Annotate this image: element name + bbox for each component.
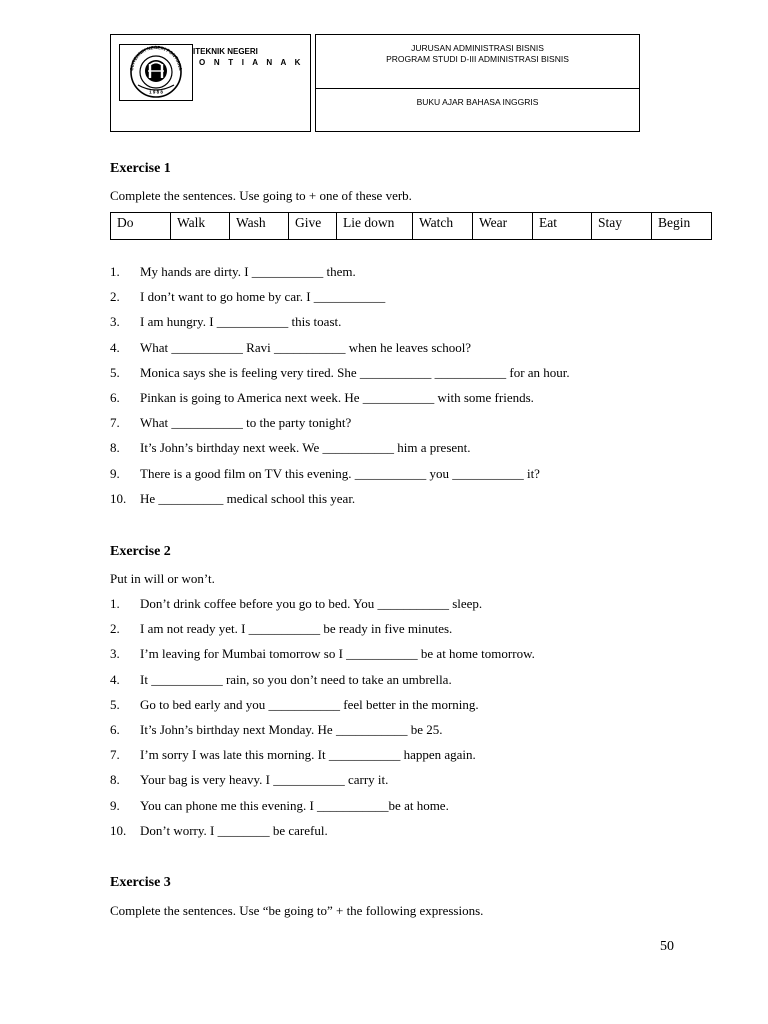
- item-text: It ___________ rain, so you don’t need to take an umbrella.: [140, 671, 452, 687]
- department-box: [315, 34, 640, 89]
- verb-cell: Wash: [230, 213, 289, 240]
- item-text: Don’t drink coffee before you go to bed. You ___________ sleep.: [140, 596, 483, 611]
- item-text: It’s John’s birthday next week. We ___________ him a present.: [140, 440, 471, 456]
- svg-text:1 9 8 8: 1 9 8 8: [149, 89, 163, 95]
- item-number: 10.: [110, 822, 127, 838]
- item-number: 6.: [110, 721, 120, 737]
- verb-cell: Wear: [473, 213, 533, 240]
- verb-cell: Begin: [652, 213, 712, 240]
- item-number: 2.: [110, 289, 120, 305]
- item-number: 9.: [110, 465, 120, 481]
- item-number: 1.: [110, 596, 120, 611]
- item-number: 3.: [110, 646, 120, 662]
- verb-cell: Eat: [533, 213, 592, 240]
- item-number: 8.: [110, 772, 120, 788]
- book-title: BUKU AJAR BAHASA INGGRIS: [416, 97, 539, 107]
- item-number: 9.: [110, 797, 120, 813]
- item-text: I’m leaving for Mumbai tomorrow so I ___________ be at home tomorrow.: [140, 646, 535, 662]
- verb-cell: Give: [289, 213, 337, 240]
- item-text: My hands are dirty. I ___________ them.: [140, 264, 356, 279]
- item-text: You can phone me this evening. I ___________be at home.: [140, 797, 449, 813]
- verb-cell: Watch: [413, 213, 473, 240]
- item-text: He __________ medical school this year.: [140, 490, 356, 506]
- item-number: 5.: [110, 364, 120, 380]
- item-text: Monica says she is feeling very tired. She ___________ ___________ for an hour.: [140, 364, 570, 380]
- item-number: 7.: [110, 747, 120, 763]
- book-title-box: [315, 88, 640, 132]
- item-text: What ___________ Ravi ___________ when he leaves school?: [140, 339, 472, 355]
- item-number: 6.: [110, 389, 120, 405]
- verb-cell: Walk: [171, 213, 230, 240]
- institution-name-line1: ITEKNIK NEGERI: [193, 47, 258, 56]
- item-text: I’m sorry I was late this morning. It ___________ happen again.: [140, 747, 476, 763]
- verb-cell: Do: [111, 213, 171, 240]
- item-text: There is a good film on TV this evening. ___________ you ___________ it?: [140, 465, 540, 481]
- department-name: JURUSAN ADMINISTRASI BISNIS: [411, 43, 544, 53]
- program-name: PROGRAM STUDI D-III ADMINISTRASI BISNIS: [386, 54, 569, 64]
- item-text: Don’t worry. I ________ be careful.: [140, 822, 328, 838]
- exercise3-instruction: Complete the sentences. Use “be going to” + the following expressions.: [110, 903, 484, 918]
- verb-table: [110, 212, 712, 240]
- exercise2-title: Exercise 2: [110, 544, 171, 559]
- item-number: 4.: [110, 671, 120, 687]
- item-text: I don’t want to go home by car. I ___________: [140, 289, 386, 305]
- item-number: 10.: [110, 490, 127, 506]
- seal-icon: [120, 45, 192, 100]
- exercise2-instruction: Put in will or won’t.: [110, 571, 215, 586]
- item-number: 7.: [110, 415, 120, 431]
- svg-text:POLITEKNIK NEGERI PONTIANAK: OLITEKNIK NEGERI PONTIANA: [128, 45, 183, 72]
- exercise3-title: Exercise 3: [110, 875, 171, 890]
- item-text: I am not ready yet. I ___________ be ready in five minutes.: [140, 621, 453, 637]
- item-text: Pinkan is going to America next week. He ___________ with some friends.: [140, 389, 534, 405]
- exercise1-instruction: Complete the sentences. Use going to + one of these verb.: [110, 188, 412, 203]
- verb-cell: Lie down: [337, 213, 413, 240]
- item-number: 2.: [110, 621, 120, 637]
- item-number: 5.: [110, 696, 120, 712]
- institution-logo: [119, 44, 193, 101]
- item-number: 8.: [110, 440, 120, 456]
- institution-name-line2: O N T I A N A K: [199, 58, 304, 67]
- page-number: 50: [660, 939, 674, 954]
- institution-header-box: [110, 34, 311, 132]
- item-number: 4.: [110, 339, 120, 355]
- item-text: What ___________ to the party tonight?: [140, 415, 352, 431]
- item-number: 1.: [110, 264, 120, 279]
- item-text: Your bag is very heavy. I ___________ carry it.: [140, 772, 389, 788]
- item-text: It’s John’s birthday next Monday. He ___________ be 25.: [140, 721, 443, 737]
- exercise1-title: Exercise 1: [110, 161, 171, 176]
- item-text: Go to bed early and you ___________ feel better in the morning.: [140, 696, 479, 712]
- item-text: I am hungry. I ___________ this toast.: [140, 314, 342, 330]
- verb-cell: Stay: [592, 213, 652, 240]
- item-number: 3.: [110, 314, 120, 330]
